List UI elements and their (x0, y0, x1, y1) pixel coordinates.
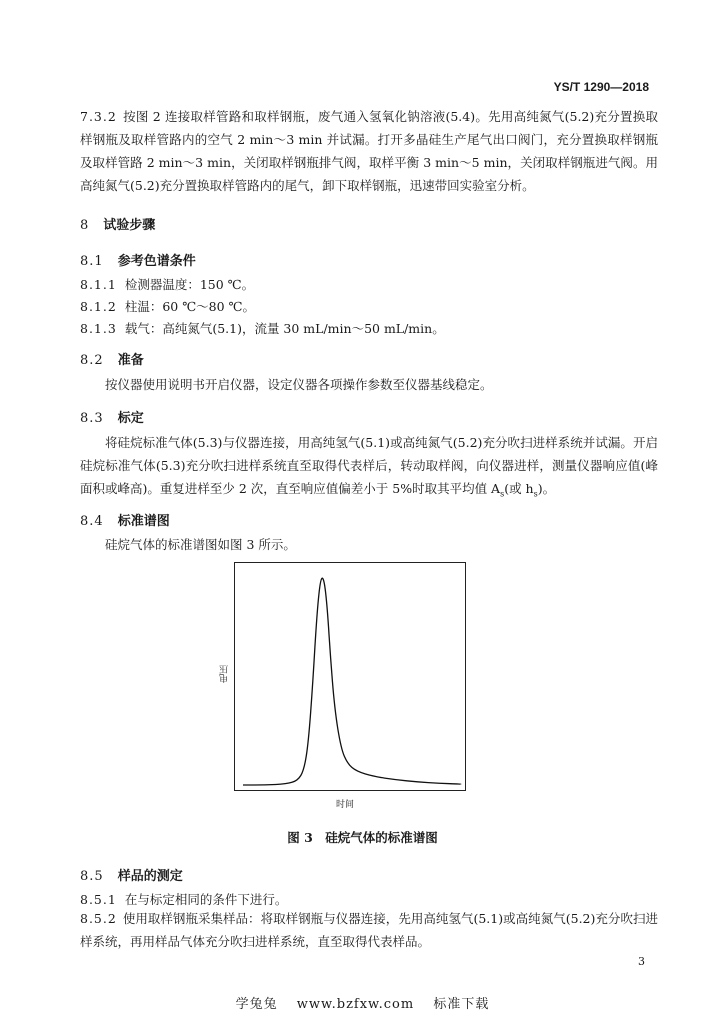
section-text-end: )。 (537, 481, 556, 496)
section-text: 柱温：60 ℃～80 ℃。 (124, 299, 256, 314)
section-text: 在与标定相同的条件下进行。 (124, 892, 288, 907)
section-number: 8.2 (80, 353, 104, 368)
footer-watermark: 学兔兔 www.bzfxw.com 标准下载 (235, 997, 490, 1012)
section-number: 7.3.2 (80, 109, 117, 124)
section-number: 8.3 (80, 411, 104, 426)
section-text: 检测器温度：150 ℃。 (124, 277, 255, 292)
section-8-5-2 (80, 907, 658, 953)
section-number: 8.5.2 (80, 911, 117, 926)
section-8-3-text (80, 431, 658, 506)
section-number: 8.1.3 (80, 321, 117, 336)
section-8-1-heading (80, 250, 196, 269)
section-8-5-heading (80, 865, 183, 884)
section-title: 标定 (117, 411, 144, 426)
section-title: 标准谱图 (117, 514, 170, 529)
section-8-1-2 (80, 297, 255, 315)
section-number: 8.1.2 (80, 299, 117, 314)
section-number: 8.4 (80, 514, 104, 529)
section-8-4-text: 硅烷气体的标准谱图如图 3 所示。 (105, 537, 296, 552)
section-number: 8.1.1 (80, 277, 117, 292)
figure-caption: 图 3 硅烷气体的标准谱图 (287, 830, 438, 845)
section-8-5-1 (80, 890, 287, 908)
section-8-4-heading (80, 510, 170, 529)
section-text: 载气：高纯氮气(5.1)，流量 30 mL/min～50 mL/min。 (124, 321, 445, 336)
chromatogram-chart (234, 562, 466, 791)
section-number: 8.5 (80, 869, 104, 884)
section-number: 8.5.1 (80, 892, 117, 907)
section-number: 8.1 (80, 254, 104, 269)
section-8-3-heading (80, 407, 144, 426)
standard-number: YS/T 1290—2018 (553, 80, 649, 94)
subscript: s (533, 489, 538, 499)
section-8-2-heading (80, 349, 144, 368)
section-text-mid: (或 h (504, 481, 534, 496)
section-text: 将硅烷标准气体(5.3)与仪器连接，用高纯氢气(5.1)或高纯氮气(5.2)充分吹扫进样系统并试漏。开启硅烷标准气体(5.3)充分吹扫进样系统直至取得代表样后，转动取样阀，向仪器进样，测量仪器响应值(峰面积或峰高)。重复进样至少 2 次，直至响应值偏差小于 5%时取其平均值 A (80, 435, 658, 496)
section-8-2-text: 按仪器使用说明书开启仪器，设定仪器各项操作参数至仪器基线稳定。 (105, 377, 493, 392)
section-8-1-1 (80, 275, 254, 293)
chromatogram-plot (235, 563, 465, 790)
section-number: 8 (80, 218, 90, 233)
section-title: 试验步骤 (103, 218, 156, 233)
x-axis-label: 时间 (336, 800, 355, 810)
section-title: 准备 (117, 353, 144, 368)
section-title: 参考色谱条件 (117, 254, 196, 269)
section-text: 按图 2 连接取样管路和取样钢瓶，废气通入氢氧化钠溶液(5.4)。先用高纯氮气(5.2)充分置换取样钢瓶及取样管路内的空气 2 min～3 min 并试漏。打开多晶硅生产尾气出口阀门，充分置换取样钢瓶及取样管路 2 min～3 min，关闭取样钢瓶排气阀，取样平衡 3 min～5 min，关闭取样钢瓶进气阀。用高纯氮气(5.2)充分置换取样管路内的尾气，卸下取样钢瓶，迅速带回实验室分析。 (80, 109, 658, 193)
section-8-1-3 (80, 319, 445, 337)
section-text: 使用取样钢瓶采集样品：将取样钢瓶与仪器连接，先用高纯氢气(5.1)或高纯氮气(5.2)充分吹扫进样系统，再用样品气体充分吹扫进样系统，直至取得代表样品。 (80, 911, 658, 949)
series-line (243, 578, 461, 785)
page-number: 3 (638, 955, 645, 968)
section-8-heading (80, 214, 155, 233)
subscript: s (500, 489, 505, 499)
section-title: 样品的测定 (117, 869, 183, 884)
section-7-3-2 (80, 105, 658, 197)
y-axis-label: 电压 (220, 665, 230, 683)
